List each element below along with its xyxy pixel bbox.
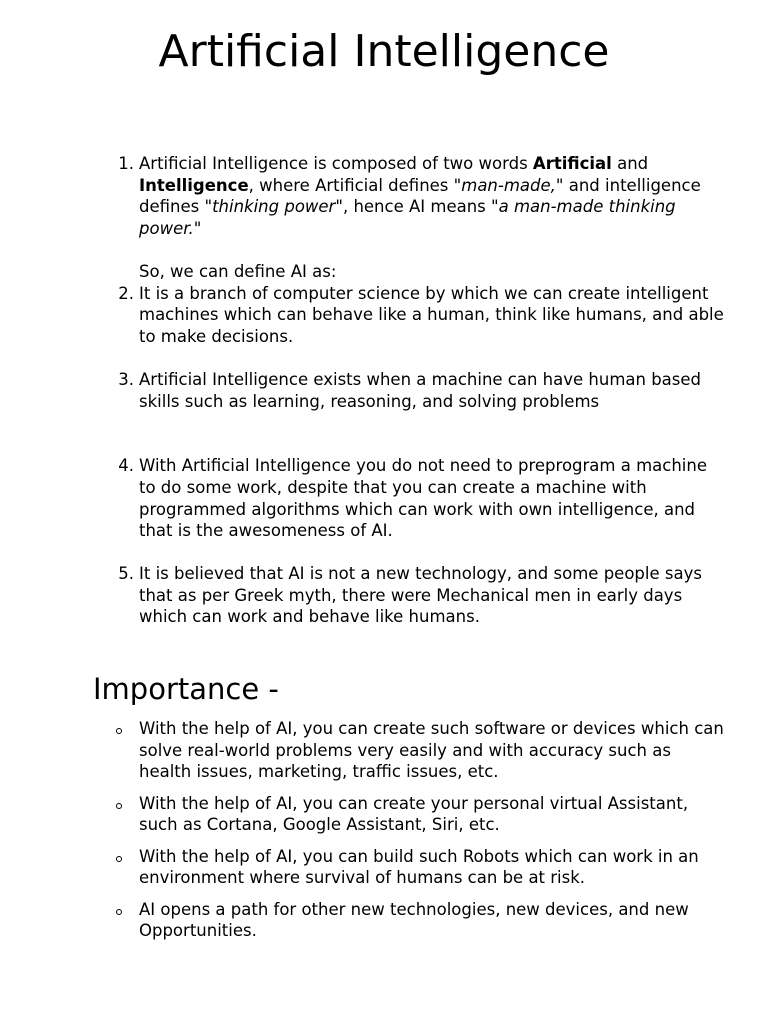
bullet-item [0, 846, 768, 889]
importance-list [0, 718, 768, 952]
bullet-item [0, 793, 768, 836]
list-number: 2. [118, 283, 134, 303]
bullet-text: With the help of AI, you can build such Robots which can work in an environment where survival of humans can be at risk. [139, 846, 699, 888]
list-item-text: It is believed that AI is not a new technology, and some people says that as per Greek myth, there were Mechanical men in early days which can work and behave like humans. [139, 564, 702, 627]
definition-paragraph [139, 153, 728, 239]
bullet-text: With the help of AI, you can create your personal virtual Assistant, such as Cortana, Google Assistant, Siri, etc. [139, 793, 689, 835]
text-run: , where Artificial defines " [248, 175, 462, 195]
list-item-5 [0, 563, 768, 628]
section-heading-importance: Importance - [93, 672, 279, 706]
circle-bullet-icon [116, 728, 122, 734]
bullet-item [0, 899, 768, 942]
bold-term-intelligence: Intelligence [139, 175, 249, 195]
list-number: 3. [118, 369, 134, 389]
italic-term: a man-made thinking power. [139, 197, 676, 238]
bullet-text: AI opens a path for other new technologies, new devices, and new Opportunities. [139, 899, 689, 941]
list-item-text: With Artificial Intelligence you do not need to preprogram a machine to do some work, despite that you can create a machine with programmed algorithms which can work with own intelligence, and that is the awesomeness of AI. [139, 456, 707, 541]
followup-text: So, we can define AI as: [139, 261, 337, 281]
spacer [139, 542, 728, 564]
list-item-text: It is a branch of computer science by which we can create intelligent machines which can behave like a human, think like humans, and able to make decisions. [139, 283, 724, 346]
text-run: and [611, 154, 649, 173]
text-run: " and intelligence defines " [139, 175, 701, 217]
circle-bullet-icon [116, 909, 122, 915]
text-run: Artificial Intelligence is composed of two words [139, 154, 533, 173]
list-number: 4. [118, 456, 134, 476]
spacer [139, 239, 728, 261]
list-item-4 [0, 455, 768, 563]
page-title: Artificial Intelligence [158, 26, 610, 77]
list-number: 5. [118, 564, 134, 584]
list-item-1 [0, 153, 768, 283]
definition-list [0, 153, 768, 628]
spacer [139, 434, 728, 456]
text-run: ", hence AI means " [335, 197, 499, 217]
list-item-2 [0, 283, 768, 369]
spacer [139, 412, 728, 434]
circle-bullet-icon [116, 856, 122, 862]
italic-term: thinking power [212, 197, 336, 217]
bullet-item [0, 718, 768, 783]
list-item-3 [0, 369, 768, 455]
list-number: 1. [118, 154, 134, 173]
bold-term-artificial: Artificial [532, 154, 612, 173]
bullet-text: With the help of AI, you can create such software or devices which can solve real-world problems very easily and with accuracy such as health issues, marketing, traffic issues, etc. [139, 719, 724, 782]
spacer [139, 347, 728, 369]
list-item-text: Artificial Intelligence exists when a machine can have human based skills such as learning, reasoning, and solving problems [139, 369, 702, 411]
circle-bullet-icon [116, 803, 122, 809]
text-run: " [193, 218, 202, 238]
italic-term: man-made, [461, 175, 556, 195]
